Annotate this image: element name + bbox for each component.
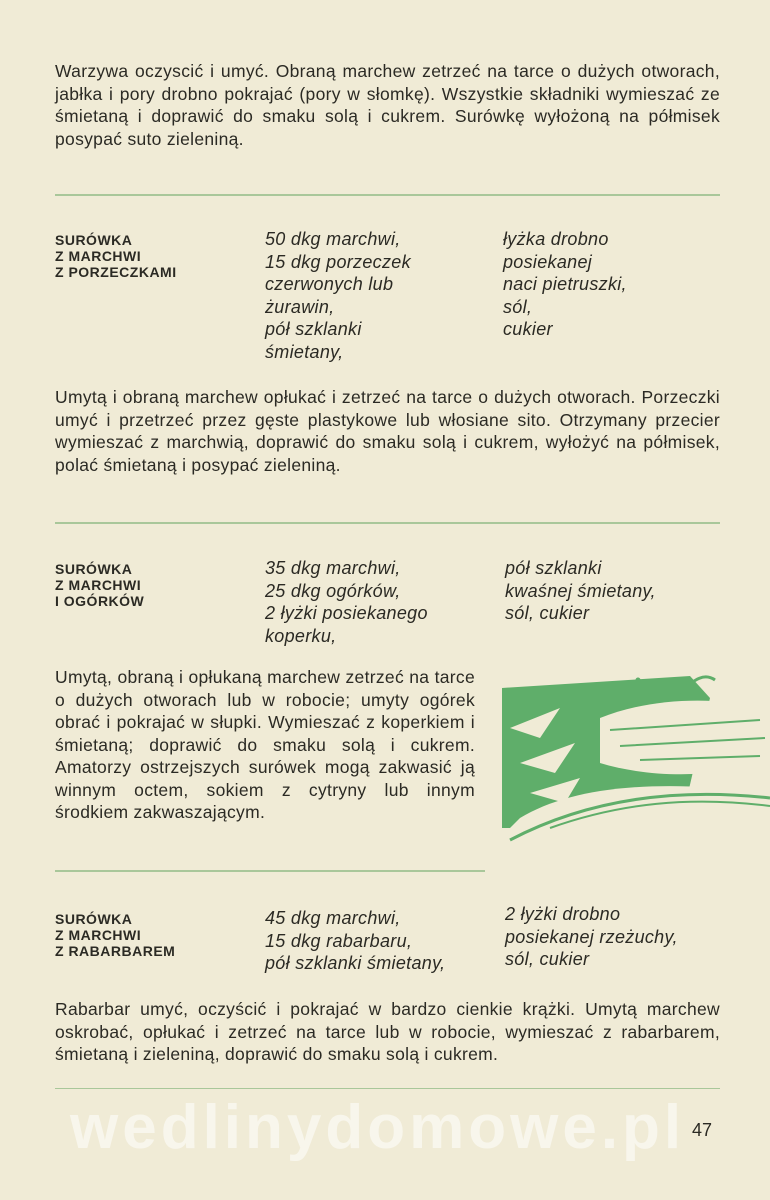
section-divider bbox=[55, 1088, 720, 1089]
ingredient: posiekanej bbox=[503, 251, 593, 272]
recipe-3-ingredients-col2 bbox=[505, 903, 678, 971]
recipe-title-line: Z MARCHWI bbox=[55, 248, 142, 264]
recipe-2-ingredients-col2 bbox=[505, 557, 656, 625]
recipe-2-title bbox=[55, 561, 235, 609]
ingredient: 45 dkg marchwi, bbox=[265, 908, 401, 928]
ingredient: śmietany, bbox=[265, 341, 344, 362]
ingredient: 50 dkg marchwi, bbox=[265, 229, 401, 249]
watermark: wedlinydomowe.pl bbox=[70, 1093, 686, 1162]
ingredient: 25 dkg ogórków, bbox=[265, 580, 401, 601]
ingredient: kwaśnej śmietany, bbox=[505, 580, 656, 601]
recipe-title-line: SURÓWKA bbox=[55, 561, 133, 577]
page-number: 47 bbox=[692, 1120, 713, 1140]
ingredient: 35 dkg marchwi, bbox=[265, 558, 401, 578]
carrot-cucumber-illustration bbox=[480, 668, 770, 858]
section-divider bbox=[55, 870, 485, 872]
recipe-2-ingredients-col1 bbox=[265, 557, 428, 647]
ingredient: żurawin, bbox=[265, 296, 335, 317]
recipe-title-line: Z PORZECZKAMI bbox=[55, 264, 177, 280]
recipe-title-line: Z MARCHWI bbox=[55, 577, 142, 593]
recipe-3-instructions: Rabarbar umyć, oczyścić i pokrajać w bardzo cienkie krążki. Umytą marchew oskrobać, opłukać i zetrzeć na tarce lub w robocie, wymieszać z rabarbarem, śmietaną i zieleniną, doprawić do smaku solą i cukrem. bbox=[55, 999, 720, 1064]
section-divider bbox=[55, 522, 720, 524]
ingredient: pół szklanki śmietany, bbox=[265, 953, 446, 973]
ingredient: sól, cukier bbox=[505, 603, 590, 623]
recipe-2-instructions: Umytą, obraną i opłukaną marchew zetrzeć na tarce o dużych otworach lub w robocie; umyty ogórek obrać i pokrajać w słupki. Wymieszać z koperkiem i śmietaną; doprawić do smaku solą i cukrem. Amatorzy ostrzejszych surówek mogą zakwasić ją winnym octem, sokiem z cytryny lub innym środkiem zakwaszającym. bbox=[55, 667, 475, 822]
recipe-1-ingredients-col1 bbox=[265, 228, 411, 363]
ingredient: pół szklanki bbox=[265, 319, 362, 339]
ingredient: sól, bbox=[503, 296, 533, 317]
recipe-1-ingredients-col2 bbox=[503, 228, 627, 341]
ingredient: pół szklanki bbox=[505, 558, 602, 578]
ingredient: 15 dkg rabarbaru, bbox=[265, 930, 413, 951]
recipe-title-line: I OGÓRKÓW bbox=[55, 593, 145, 609]
ingredient: koperku, bbox=[265, 625, 337, 646]
recipe-1-instructions: Umytą i obraną marchew opłukać i zetrzeć na tarce o dużych otworach. Porzeczki umyć i przetrzeć przez gęste plastykowe lub włosiane sito. Otrzymany przecier wymieszać z marchwią, doprawić do smaku solą i cukrem, wyłożyć na półmisek, polać śmietaną i posypać zieleniną. bbox=[55, 387, 720, 475]
ingredient: 2 łyżki drobno bbox=[505, 904, 621, 924]
recipe-1-title bbox=[55, 232, 235, 280]
recipe-3-ingredients-col1 bbox=[265, 907, 445, 975]
recipe-title-line: Z MARCHWI bbox=[55, 927, 142, 943]
recipe-title-line: SURÓWKA bbox=[55, 232, 133, 248]
recipe-3-title bbox=[55, 911, 235, 959]
ingredient: sól, cukier bbox=[505, 949, 590, 969]
ingredient: naci pietruszki, bbox=[503, 274, 627, 294]
ingredient: 15 dkg porzeczek bbox=[265, 251, 411, 272]
recipe-title-line: SURÓWKA bbox=[55, 911, 133, 927]
ingredient: łyżka drobno bbox=[503, 229, 609, 249]
ingredient: posiekanej rzeżuchy, bbox=[505, 926, 678, 947]
section-divider bbox=[55, 194, 720, 196]
ingredient: cukier bbox=[503, 319, 553, 339]
ingredient: 2 łyżki posiekanego bbox=[265, 603, 428, 623]
ingredient: czerwonych lub bbox=[265, 274, 394, 294]
recipe-title-line: Z RABARBAREM bbox=[55, 943, 176, 959]
intro-paragraph: Warzywa oczyscić i umyć. Obraną marchew zetrzeć na tarce o dużych otworach, jabłka i pory drobno pokrajać (pory w słomkę). Wszystkie składniki wymieszać ze śmietaną i doprawić do smaku solą i cukrem. Surówkę wyłożoną na półmisek posypać suto zieleniną. bbox=[55, 61, 720, 149]
